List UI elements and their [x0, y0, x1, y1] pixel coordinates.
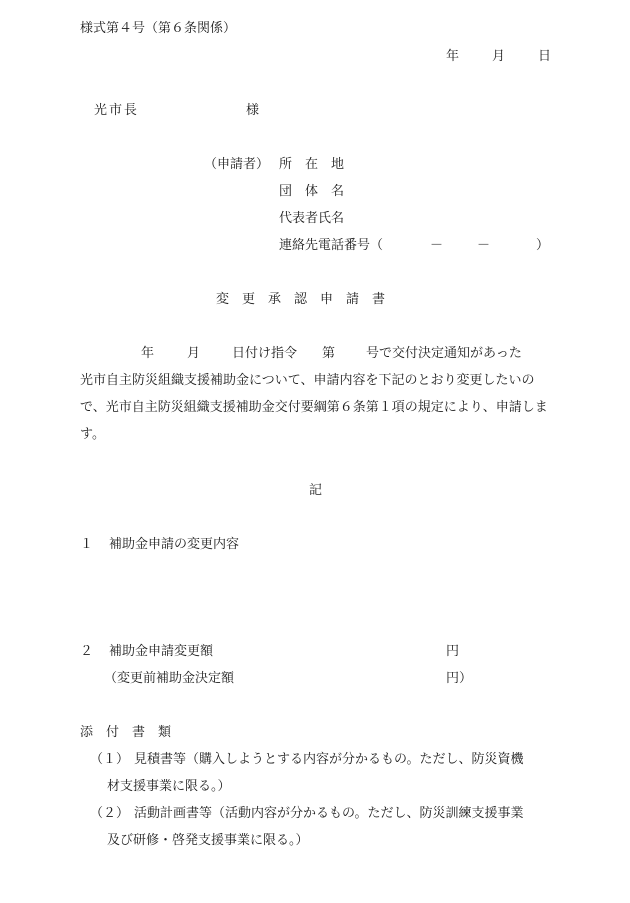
org-name-label: 団 体 名 [279, 184, 345, 199]
phone-dash-1: － [430, 238, 444, 253]
phone-label: 連絡先電話番号（ [279, 238, 384, 253]
addressee-honorific: 様 [246, 103, 260, 118]
attachment-1-line-2: 材支援事業に限る。） [107, 779, 231, 794]
applicant-label: （申請者） [204, 157, 270, 172]
item-2-unit: 円 [446, 644, 460, 659]
date-month: 月 [492, 49, 506, 64]
item-2-label: 補助金申請変更額 [109, 644, 214, 659]
body-year: 年 [141, 346, 155, 361]
body-number-prefix: 第 [322, 346, 336, 361]
phone-dash-2: － [477, 238, 491, 253]
document-title: 変 更 承 認 申 請 書 [216, 292, 386, 307]
attachment-2-line-1: 活動計画書等（活動内容が分かるもの。ただし、防災訓練支援事業 [134, 806, 524, 821]
item-2-number: ２ [80, 644, 94, 659]
body-date-suffix: 日付け指令 [232, 346, 298, 361]
item-1-label: 補助金申請の変更内容 [109, 537, 240, 552]
item-1-number: １ [80, 537, 94, 552]
attachments-title: 添 付 書 類 [80, 725, 172, 740]
attachment-2-line-2: 及び研修・啓発支援事業に限る。） [107, 833, 309, 848]
attachment-2-number: （２） [90, 806, 130, 821]
body-month: 月 [187, 346, 201, 361]
addressee-name: 光市長 [94, 103, 139, 118]
date-year: 年 [446, 49, 460, 64]
body-text-start: 号で交付決定通知があった [366, 346, 522, 361]
attachment-1-number: （１） [90, 752, 130, 767]
item-2-sub-label: （変更前補助金決定額 [104, 671, 235, 686]
date-day: 日 [538, 49, 552, 64]
item-2-sub-unit: 円） [446, 671, 473, 686]
phone-close: ） [536, 238, 550, 253]
attachment-1-line-1: 見積書等（購入しようとする内容が分かるもの。ただし、防災資機 [134, 752, 524, 767]
body-text-continued: 光市自主防災組織支援補助金について、申請内容を下記のとおり変更したいので、光市自主防災組織支援補助金交付要綱第６条第１項の規定により、申請します。 [80, 373, 548, 442]
address-label: 所 在 地 [279, 157, 345, 172]
body-text [80, 367, 552, 448]
ki-mark: 記 [309, 483, 323, 498]
representative-label: 代表者氏名 [279, 211, 345, 226]
form-number: 様式第４号（第６条関係） [80, 21, 237, 36]
body-lead [80, 340, 552, 367]
